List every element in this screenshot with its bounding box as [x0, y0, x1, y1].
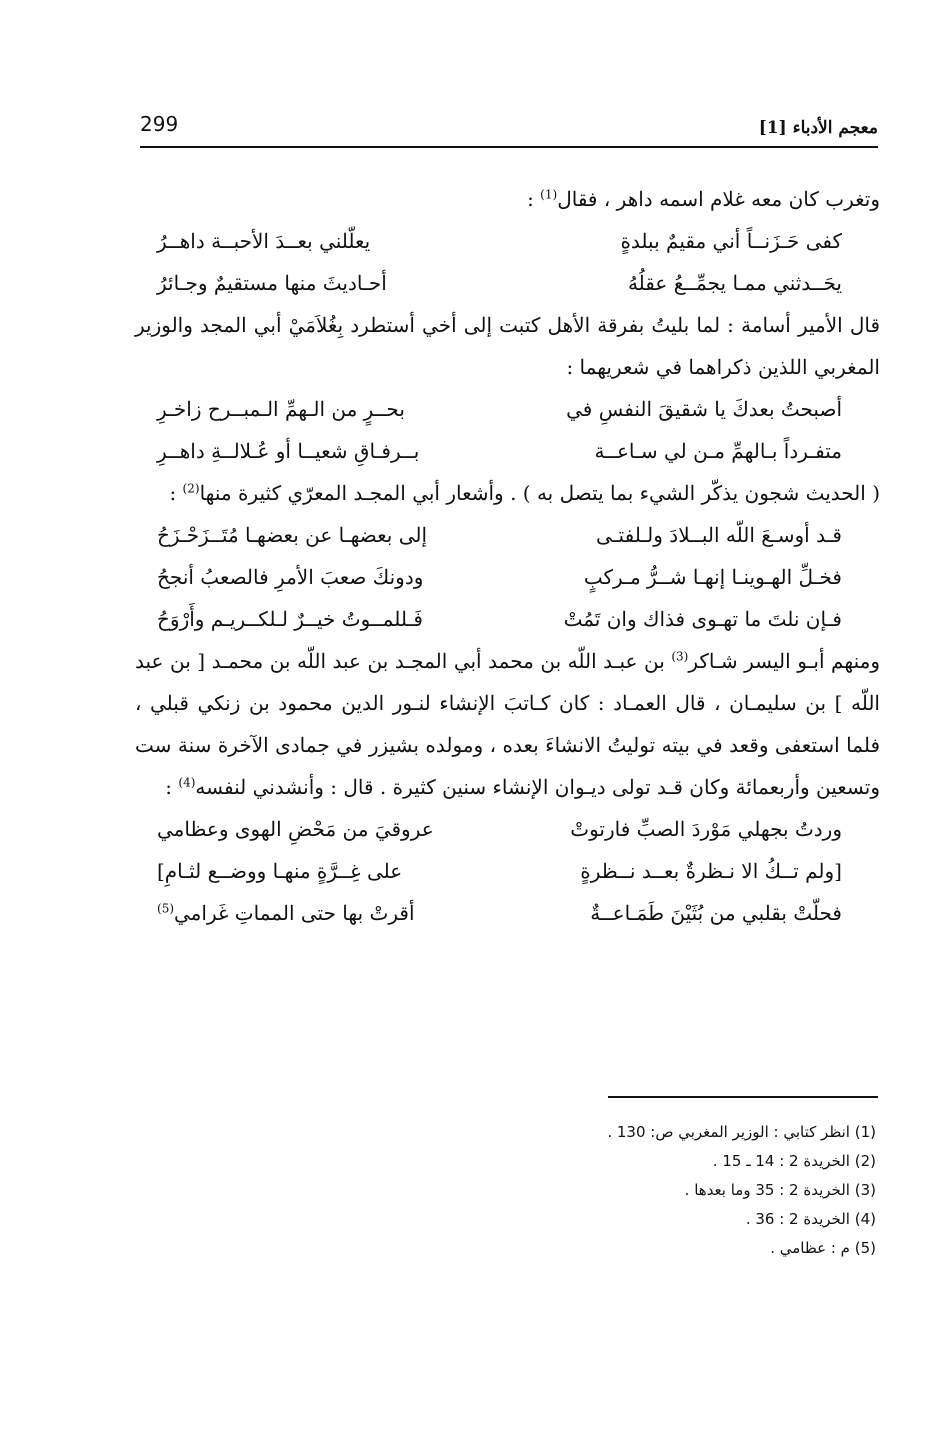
second-hemistich: أحـاديثَ منها مستقيمٌ وجـائرُ — [157, 271, 387, 295]
verse-line — [135, 514, 880, 556]
paragraph-1 — [135, 178, 880, 220]
second-hemistich: يعلّلني بعــدَ الأحبــة داهــرُ — [157, 229, 371, 253]
paragraph-text-cont: بن عبـد اللّه بن محمد أبي المجـد بن عبد اللّه بن محمـد [ بن عبد اللّه ] بن سليمـان ، قال العمـاد : كان كـاتبَ الإنشاء لنـور الدين محمود بن زنكي قبلي ، فلما استعفى وقعد في بيته توليتُ الانشاءَ بعده ، ومولده بشيزر في جمادى الآخرة سنة ست وتسعين وأربعمائة وكان قـد تولى ديـوان الإنشاء سنين كثيرة . قال : وأنشدني لنفسه — [135, 649, 880, 799]
second-hemistich: على غِــرَّةٍ منهـا ووضــع لثـامِ] — [157, 859, 403, 883]
verse-line — [135, 388, 880, 430]
footnote-ref: (1) — [540, 187, 558, 202]
poem-2 — [135, 388, 880, 472]
second-hemistich: ودونكَ صعبَ الأمرِ فالصعبُ أنجحُ — [157, 565, 424, 589]
footnote-ref: (4) — [178, 775, 196, 790]
first-hemistich: فحلّتْ بقلبي من بُثَيْنَ طَمَـاعــةٌ — [590, 901, 842, 925]
header-rule — [140, 146, 878, 148]
second-hemistich: إلى بعضهـا عن بعضهـا مُتَــزَحْـزَحُ — [157, 523, 428, 547]
verse-line — [135, 220, 880, 262]
verse-line — [135, 808, 880, 850]
second-hemistich: بحــرٍ من الـهمِّ الـمبــرح زاخـرِ — [157, 397, 405, 421]
footnote-rule — [608, 1096, 878, 1098]
paragraph-text: وتغرب كان معه غلام اسمه داهر ، فقال — [557, 187, 880, 211]
poem-1 — [135, 220, 880, 304]
hemistich-text: أقرتْ بها حتى المماتِ غَرامي — [174, 901, 415, 925]
first-hemistich: [ولم تــكُ الا نـظرةٌ بعــد نــظرةٍ — [580, 859, 842, 883]
verse-line — [135, 598, 880, 640]
first-hemistich: قـد أوسـعَ اللّه البــلادَ ولـلفتـى — [596, 523, 842, 547]
first-hemistich: فـإن نلتَ ما تهـوى فذاك وان تَمُتْ — [563, 607, 842, 631]
running-header — [140, 112, 878, 146]
footnote: (2) الخريدة 2 : 14 ـ 15 . — [712, 1152, 876, 1170]
second-hemistich: عروقيَ من مَحْضِ الهوى وعظامي — [157, 817, 434, 841]
footnote: (1) انظر كتابي : الوزير المغربي ص: 130 . — [607, 1123, 876, 1141]
paragraph-2: قال الأمير أسامة : لما بليتُ بفرقة الأهل كتبت إلى أخي أستطرد بِغُلاَمَيْ أبي المجد والوزير المغربي اللذين ذكراهما في شعريهما : — [135, 313, 881, 379]
first-hemistich: يحَــدثني ممـا يجمِّــعُ عقلُهُ — [627, 271, 842, 295]
verse-line — [135, 556, 880, 598]
verse-line — [135, 262, 880, 304]
first-hemistich: فخـلِّ الهـوينـا إنهـا شــرُّ مـركبٍ — [583, 565, 842, 589]
paragraph-text-end: : — [527, 187, 541, 211]
first-hemistich: كفى حَـزَنــاً أني مقيمٌ ببلدةٍ — [620, 229, 842, 253]
book-title: معجم الأدباء [1] — [758, 118, 878, 138]
second-hemistich — [149, 901, 492, 925]
paragraph-text: ومنهم أبـو اليسر شـاكر — [688, 649, 880, 673]
footnote: (3) الخريدة 2 : 35 وما بعدها . — [684, 1181, 876, 1199]
verse-line — [135, 892, 880, 934]
verse-line — [135, 850, 880, 892]
first-hemistich: وردتُ بجهلي مَوْردَ الصبِّ فارتوتْ — [570, 817, 842, 841]
footnotes — [276, 1118, 876, 1263]
footnote-ref: (3) — [671, 649, 689, 664]
first-hemistich: أصبحتُ بعدكَ يا شقيقَ النفسِ في — [566, 397, 842, 421]
footnote-ref: (2) — [182, 481, 200, 496]
footnote: (4) الخريدة 2 : 36 . — [745, 1210, 876, 1228]
page-number: 299 — [140, 112, 179, 136]
footnote-ref: (5) — [157, 901, 175, 916]
footnote: (5) م : عظامي . — [770, 1239, 876, 1257]
paragraph-text-end: : — [165, 775, 179, 799]
second-hemistich: بــرفـاقِ شعيــا أو عُـلالــةِ داهــرِ — [157, 439, 420, 463]
verse-line — [135, 430, 880, 472]
paragraph-text-end: : — [169, 481, 183, 505]
paragraph-4 — [135, 640, 880, 808]
poem-3 — [135, 514, 880, 640]
paragraph-text: ( الحديث شجون يذكّر الشيء بما يتصل به ) . وأشعار أبي المجـد المعرّي كثيرة منها — [199, 481, 880, 505]
first-hemistich: متفـرداً بـالهمِّ مـن لي سـاعــة — [594, 439, 842, 463]
poem-4 — [135, 808, 880, 934]
body-text — [135, 178, 880, 934]
paragraph-3 — [135, 472, 880, 514]
second-hemistich: فَـللمــوتُ خيــرٌ لـلكــريـم وأَرْوَحُ — [157, 607, 423, 631]
